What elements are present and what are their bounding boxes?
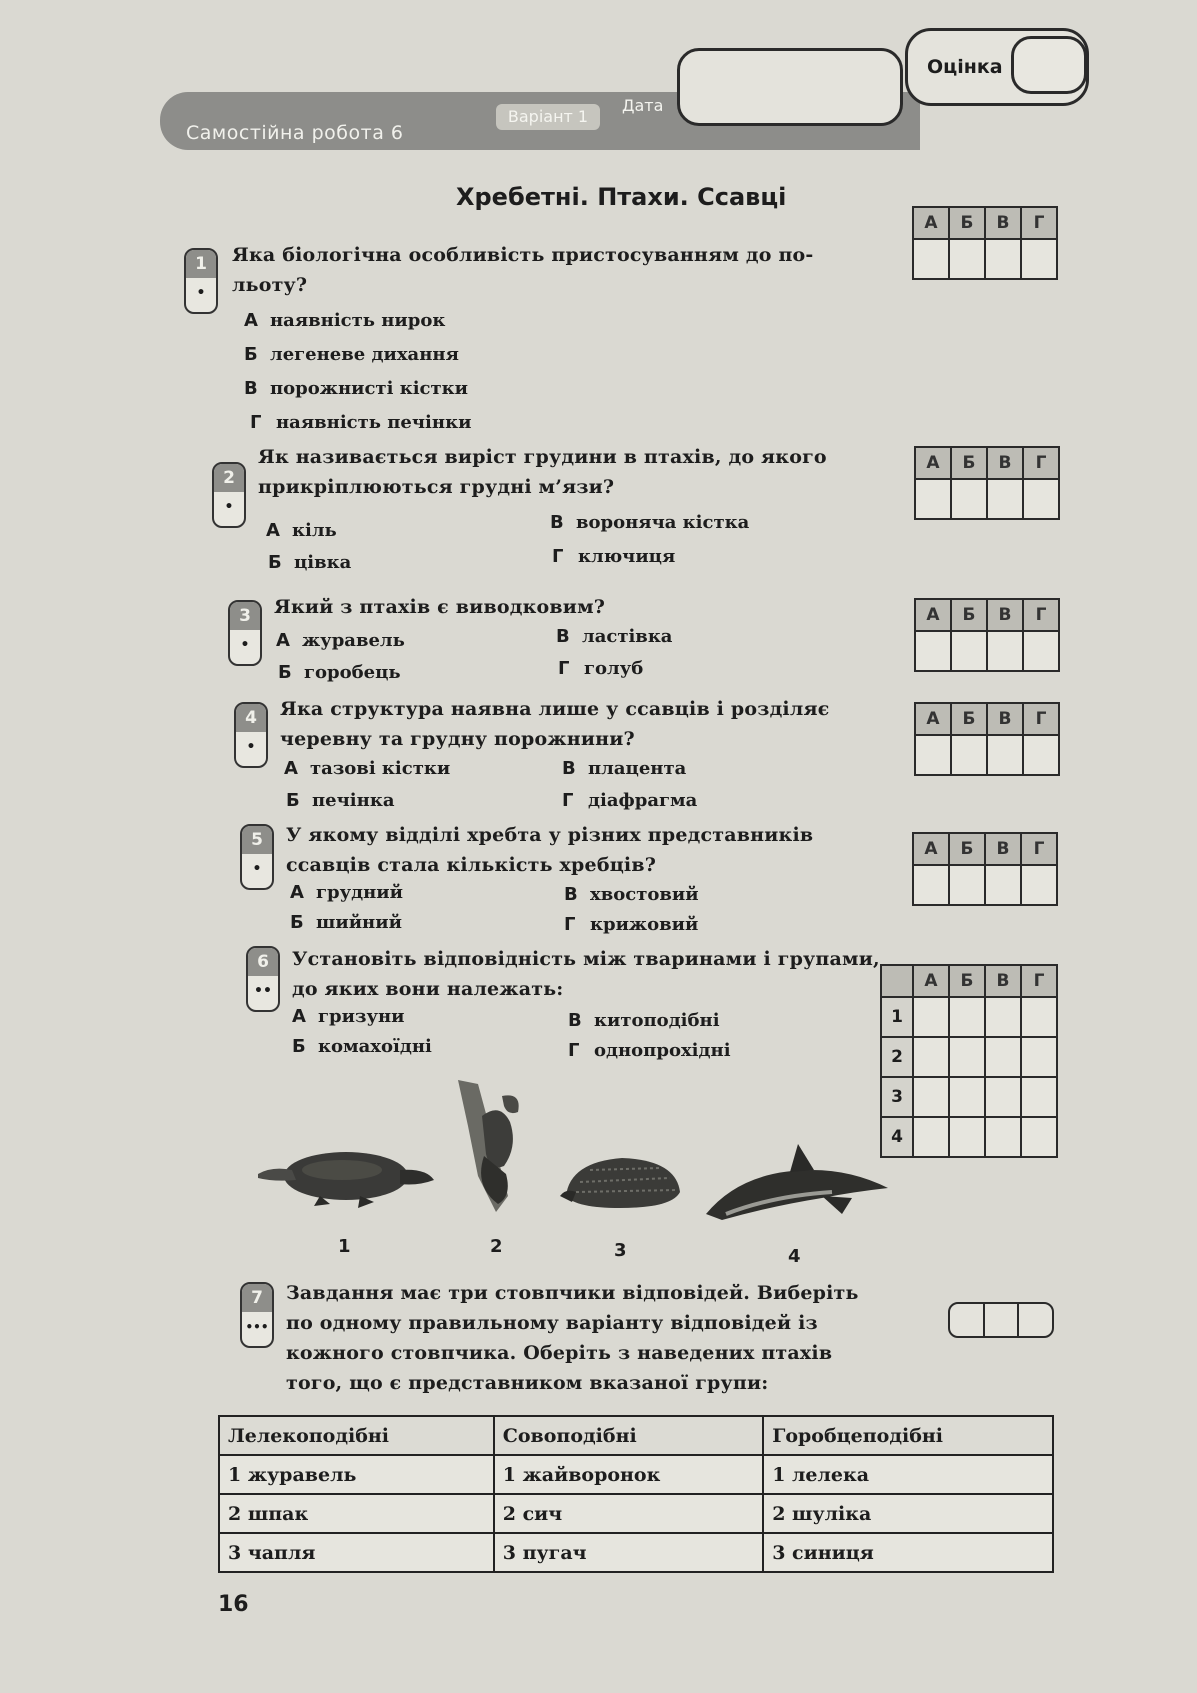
q1-option-b: Б легеневе дихання (244, 344, 459, 365)
answer-cell[interactable] (913, 1117, 949, 1157)
answer-cell[interactable] (949, 1037, 985, 1077)
q5-option-a: А грудний (290, 882, 404, 903)
question-6-number: 6 •• (246, 946, 280, 1012)
q2-option-a: А кіль (266, 520, 337, 541)
answer-cell[interactable] (950, 1304, 985, 1336)
q2-option-b: Б цівка (268, 552, 352, 573)
variant-label: Варіант 1 (496, 104, 600, 130)
question-2-text: Як називається виріст грудини в птахів, до якого прикріплюються грудні м’язи? (258, 446, 827, 498)
q5-option-c: В хвостовий (564, 884, 699, 905)
q2-answer-grid: А Б В Г (914, 446, 1060, 520)
question-1-text: Яка біологічна особливість пристосуванням до по- льоту? (232, 244, 814, 296)
answer-cell[interactable] (949, 1077, 985, 1117)
q6-matching-grid: А Б В Г 1 2 3 4 (880, 964, 1058, 1158)
answer-cell[interactable] (1023, 479, 1059, 519)
question-4-text: Яка структура наявна лише у ссавців і розділяє черевну та грудну порожнини? (280, 698, 830, 750)
q5-option-d: Г крижовий (564, 914, 699, 935)
squirrel-on-branch-image (448, 1076, 538, 1216)
q5-answer-grid: А Б В Г (912, 832, 1058, 906)
answer-cell[interactable] (985, 1077, 1021, 1117)
answer-cell[interactable] (985, 1304, 1020, 1336)
answer-cell[interactable] (1023, 631, 1059, 671)
answer-cell[interactable] (1019, 1304, 1052, 1336)
answer-cell[interactable] (951, 735, 987, 775)
question-6-text: Установіть відповідність між тваринами і групами, до яких вони належать: (292, 948, 880, 1000)
table-header: Горобцеподібні (763, 1416, 1053, 1455)
answer-cell[interactable] (1021, 239, 1057, 279)
answer-cell[interactable] (951, 631, 987, 671)
q5-option-b: Б шийний (290, 912, 402, 933)
q3-option-a: А журавель (276, 630, 405, 651)
animal-label-1: 1 (338, 1236, 351, 1257)
q6-option-b: Б комахоїдні (292, 1036, 432, 1057)
answer-cell[interactable] (1021, 1077, 1057, 1117)
q2-option-d: Г ключиця (552, 546, 676, 567)
answer-cell[interactable] (915, 631, 951, 671)
answer-cell[interactable] (1021, 997, 1057, 1037)
answer-cell[interactable] (1021, 865, 1057, 905)
answer-cell[interactable] (985, 997, 1021, 1037)
q1-option-c: В порожнисті кістки (244, 378, 468, 399)
q6-option-a: А гризуни (292, 1006, 405, 1027)
date-field[interactable] (677, 48, 903, 126)
q6-option-c: В китоподібні (568, 1010, 720, 1031)
answer-cell[interactable] (913, 1077, 949, 1117)
page-title: Хребетні. Птахи. Ссавці (456, 183, 787, 211)
answer-cell[interactable] (915, 479, 951, 519)
q6-option-d: Г однопрохідні (568, 1040, 731, 1061)
question-2-number: 2 • (212, 462, 246, 528)
answer-cell[interactable] (985, 1037, 1021, 1077)
answer-cell[interactable] (987, 735, 1023, 775)
q2-option-c: В вороняча кістка (550, 512, 750, 533)
table-row: 1 журавель 1 жайворонок 1 лелека (219, 1455, 1053, 1494)
answer-cell[interactable] (985, 865, 1021, 905)
q4-option-d: Г діафрагма (562, 790, 698, 811)
question-3-text: Який з птахів є виводковим? (274, 596, 606, 618)
grade-label: Оцінка (927, 56, 1003, 78)
q4-option-a: А тазові кістки (284, 758, 451, 779)
q7-answer-boxes (948, 1302, 1054, 1338)
answer-cell[interactable] (985, 1117, 1021, 1157)
answer-cell[interactable] (949, 865, 985, 905)
table-row: 3 чапля 3 пугач 3 синиця (219, 1533, 1053, 1572)
platypus-image (250, 1140, 436, 1210)
answer-cell[interactable] (915, 735, 951, 775)
answer-cell[interactable] (985, 239, 1021, 279)
q3-option-b: Б горобець (278, 662, 401, 683)
answer-cell[interactable] (913, 1037, 949, 1077)
answer-cell[interactable] (987, 631, 1023, 671)
birds-table (218, 1415, 1054, 1573)
answer-cell[interactable] (987, 479, 1023, 519)
dolphin-image (702, 1140, 892, 1222)
table-header: Совоподібні (494, 1416, 763, 1455)
answer-cell[interactable] (913, 239, 949, 279)
question-4-number: 4 • (234, 702, 268, 768)
answer-cell[interactable] (913, 865, 949, 905)
table-header: Лелекоподібні (219, 1416, 494, 1455)
question-5-number: 5 • (240, 824, 274, 890)
q3-option-c: В ластівка (556, 626, 673, 647)
answer-cell[interactable] (1023, 735, 1059, 775)
animal-label-4: 4 (788, 1246, 801, 1267)
answer-cell[interactable] (949, 1117, 985, 1157)
q1-option-a: А наявність нирок (244, 310, 446, 331)
q1-option-d: Г наявність печінки (250, 412, 472, 433)
answer-cell[interactable] (949, 239, 985, 279)
q4-option-c: В плацента (562, 758, 687, 779)
table-row: 2 шпак 2 сич 2 шуліка (219, 1494, 1053, 1533)
question-7-text: Завдання має три стовпчики відповідей. Виберіть по одному правильному варіанту відповідей із кожного стовпчика. Оберіть з наведених птахів того, що є представником вказаної групи: (286, 1282, 859, 1394)
animal-label-3: 3 (614, 1240, 627, 1261)
question-7-number: 7 ••• (240, 1282, 274, 1348)
q3-option-d: Г голуб (558, 658, 644, 679)
date-label: Дата (622, 96, 664, 115)
worksheet-title: Самостійна робота 6 (186, 122, 404, 144)
answer-cell[interactable] (913, 997, 949, 1037)
q3-answer-grid: А Б В Г (914, 598, 1060, 672)
q4-option-b: Б печінка (286, 790, 395, 811)
answer-cell[interactable] (949, 997, 985, 1037)
grade-field[interactable] (1011, 36, 1087, 94)
question-1-number: 1 • (184, 248, 218, 314)
answer-cell[interactable] (1021, 1117, 1057, 1157)
q4-answer-grid: А Б В Г (914, 702, 1060, 776)
hedgehog-image (560, 1152, 686, 1212)
q1-answer-grid: А Б В Г (912, 206, 1058, 280)
animal-label-2: 2 (490, 1236, 503, 1257)
page-number: 16 (218, 1592, 249, 1617)
question-5-text: У якому відділі хребта у різних представників ссавців стала кількість хребців? (286, 824, 814, 876)
answer-cell[interactable] (1021, 1037, 1057, 1077)
question-3-number: 3 • (228, 600, 262, 666)
answer-cell[interactable] (951, 479, 987, 519)
